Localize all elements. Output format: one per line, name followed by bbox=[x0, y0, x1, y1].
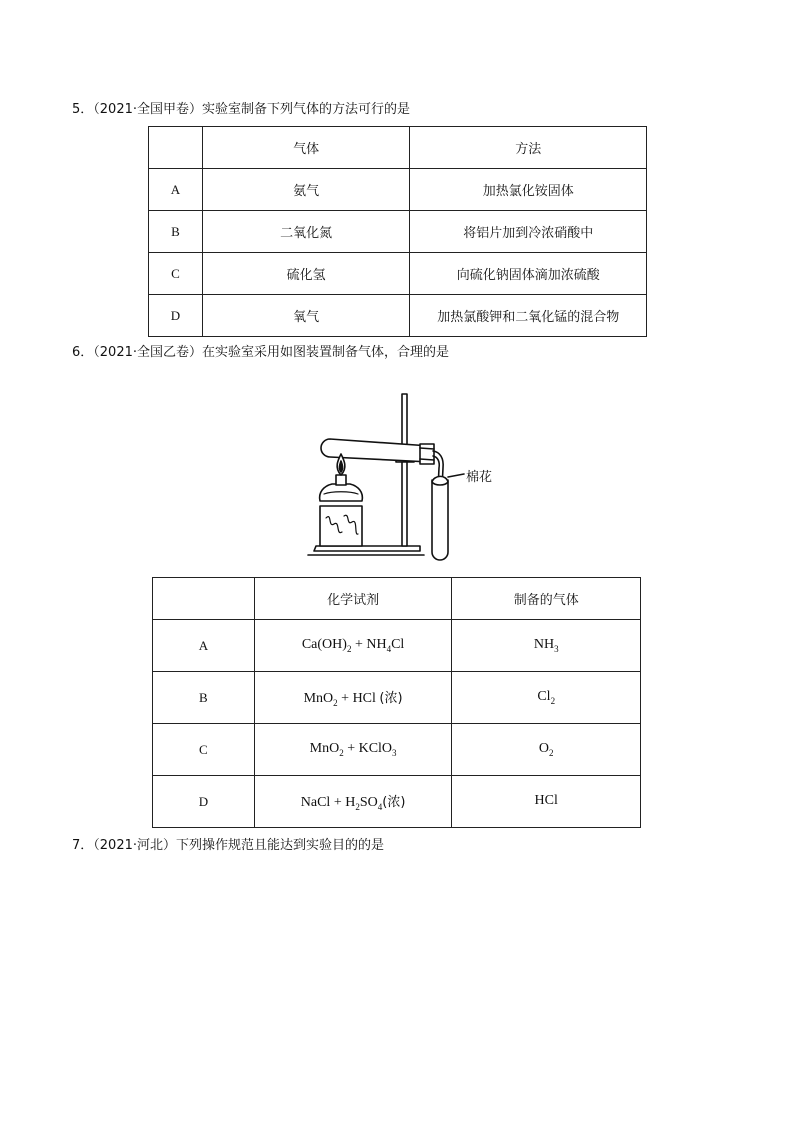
gas-cell: 氨气 bbox=[202, 169, 410, 211]
gas-cell: $Cl_2$ bbox=[452, 672, 641, 724]
header-cell-reagent: 化学试剂 bbox=[254, 578, 452, 620]
question-number: 6． bbox=[72, 345, 94, 360]
lamp-wick-holder bbox=[336, 475, 346, 485]
question-source: （2021·河北） bbox=[93, 838, 176, 853]
gas-cell: HCl bbox=[452, 776, 641, 828]
method-cell: 向硫化钠固体滴加浓硫酸 bbox=[410, 253, 647, 295]
header-cell-gas: 气体 bbox=[202, 127, 410, 169]
table-row bbox=[153, 724, 641, 776]
option-cell: C bbox=[153, 724, 255, 776]
rubber-stopper bbox=[420, 444, 434, 464]
question-6-table bbox=[152, 577, 641, 828]
question-5-table bbox=[148, 126, 647, 337]
question-6-stem bbox=[72, 344, 449, 362]
method-cell: 将铝片加到冷浓硝酸中 bbox=[410, 211, 647, 253]
reagent-cell: MnO$_2$ + KClO$_3$ bbox=[254, 724, 452, 776]
gas-cell: $NH_3$ bbox=[452, 620, 641, 672]
alcohol-lamp bbox=[320, 484, 363, 501]
header-cell-method: 方法 bbox=[410, 127, 647, 169]
method-cell: 加热氯酸钾和二氧化锰的混合物 bbox=[410, 295, 647, 337]
option-cell: D bbox=[149, 295, 203, 337]
table-row bbox=[153, 776, 641, 828]
reagent-cell: $Ca(OH)_2 + NH_4Cl$ bbox=[254, 620, 452, 672]
option-cell: B bbox=[149, 211, 203, 253]
table-row bbox=[149, 211, 647, 253]
cotton-label: 棉花 bbox=[466, 470, 493, 485]
option-cell: C bbox=[149, 253, 203, 295]
header-cell bbox=[149, 127, 203, 169]
gas-cell: 氧气 bbox=[202, 295, 410, 337]
header-cell-gas: 制备的气体 bbox=[452, 578, 641, 620]
option-cell: A bbox=[153, 620, 255, 672]
question-7-stem bbox=[72, 837, 384, 855]
method-cell: 加热氯化铵固体 bbox=[410, 169, 647, 211]
gas-cell: 硫化氢 bbox=[202, 253, 410, 295]
heated-test-tube bbox=[321, 439, 430, 462]
table-header-row bbox=[149, 127, 647, 169]
table-row bbox=[149, 295, 647, 337]
table-row bbox=[149, 169, 647, 211]
question-source: （2021·全国甲卷） bbox=[93, 102, 202, 117]
gas-cell: $O_2$ bbox=[452, 724, 641, 776]
option-cell: D bbox=[153, 776, 255, 828]
reagent-cell: MnO$_2$ + HCl (浓) bbox=[254, 672, 452, 724]
question-number: 5． bbox=[72, 102, 94, 117]
stand-rod bbox=[402, 394, 407, 546]
question-number: 7． bbox=[72, 838, 94, 853]
question-5-stem bbox=[72, 101, 410, 119]
reagent-cell: NaCl + $H_2SO_4$(浓) bbox=[254, 776, 452, 828]
option-cell: B bbox=[153, 672, 255, 724]
question-text: 下列操作规范且能达到实验目的的是 bbox=[176, 838, 385, 853]
option-cell: A bbox=[149, 169, 203, 211]
question-source: （2021·全国乙卷） bbox=[93, 345, 202, 360]
cotton-plug bbox=[432, 476, 448, 485]
table-header-row bbox=[153, 578, 641, 620]
header-cell bbox=[153, 578, 255, 620]
table-row bbox=[149, 253, 647, 295]
label-leader-line bbox=[448, 474, 464, 477]
gas-cell: 二氧化氮 bbox=[202, 211, 410, 253]
table-row bbox=[153, 620, 641, 672]
table-row bbox=[153, 672, 641, 724]
question-text: 在实验室采用如图装置制备气体，合理的是 bbox=[202, 345, 450, 360]
question-text: 实验室制备下列气体的方法可行的是 bbox=[202, 102, 411, 117]
collecting-test-tube bbox=[432, 480, 448, 560]
